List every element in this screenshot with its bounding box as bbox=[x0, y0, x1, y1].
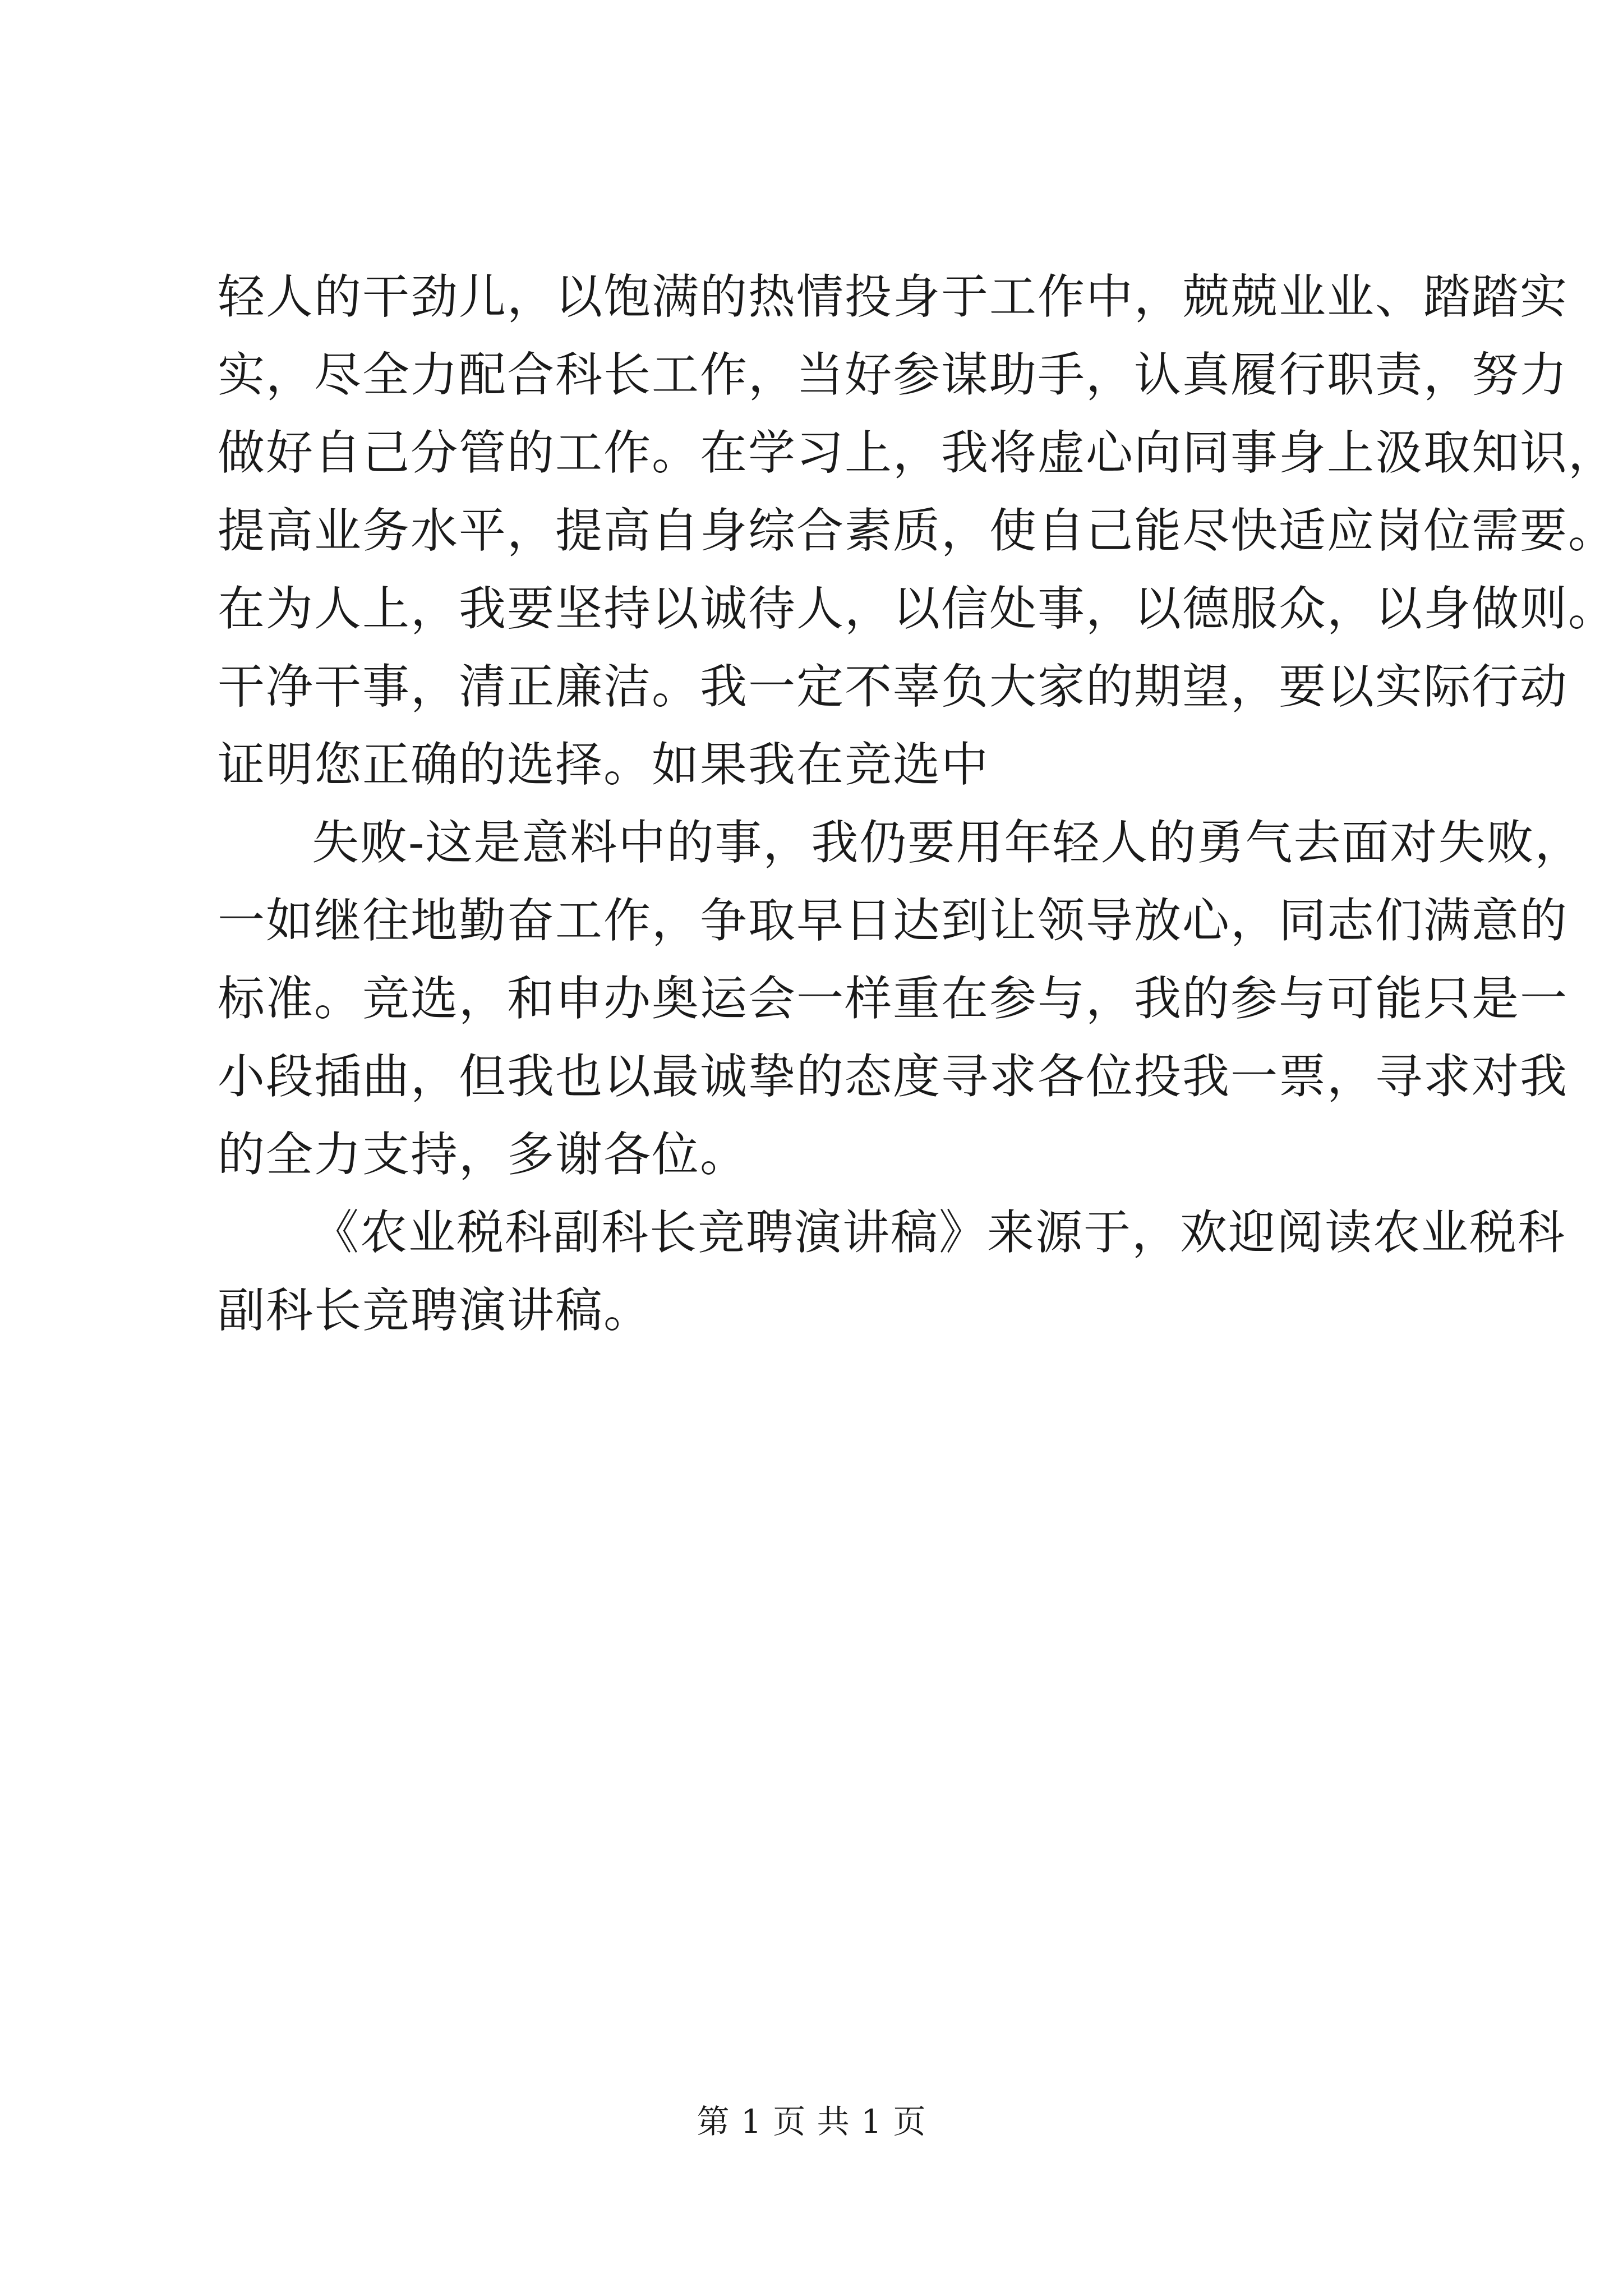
page-footer: 第 1 页 共 1 页 bbox=[697, 2102, 926, 2141]
paragraph-first-line: 《农业税科副科长竞聘演讲稿》来源于，欢迎阅读农业税科 bbox=[312, 1205, 1566, 1260]
text-line: 做好自己分管的工作。在学习上，我将虚心向同事身上汲取知识， bbox=[218, 425, 1617, 480]
text-line: 一如继往地勤奋工作，争取早日达到让领导放心，同志们满意的 bbox=[218, 893, 1569, 948]
text-line: 证明您正确的选择。如果我在竞选中 bbox=[218, 737, 990, 792]
text-line: 在为人上，我要坚持以诚待人，以信处事，以德服众，以身做则。 bbox=[218, 581, 1617, 636]
text-line: 标准。竞选，和申办奥运会一样重在参与，我的参与可能只是一 bbox=[218, 971, 1569, 1026]
text-line: 实，尽全力配合科长工作，当好参谋助手，认真履行职责，努力 bbox=[218, 347, 1569, 402]
text-line: 干净干事，清正廉洁。我一定不辜负大家的期望，要以实际行动 bbox=[218, 659, 1569, 714]
paragraph-first-line: 失败-这是意料中的事，我仍要用年轻人的勇气去面对失败， bbox=[312, 815, 1583, 870]
text-line: 轻人的干劲儿，以饱满的热情投身于工作中，兢兢业业、踏踏实 bbox=[218, 269, 1569, 324]
text-line: 的全力支持，多谢各位。 bbox=[218, 1127, 749, 1182]
text-line: 提高业务水平，提高自身综合素质，使自己能尽快适应岗位需要。 bbox=[218, 503, 1617, 558]
text-line: 小段插曲，但我也以最诚挚的态度寻求各位投我一票，寻求对我 bbox=[218, 1049, 1569, 1104]
text-line: 副科长竞聘演讲稿。 bbox=[218, 1283, 652, 1338]
document-body bbox=[218, 258, 1617, 1350]
